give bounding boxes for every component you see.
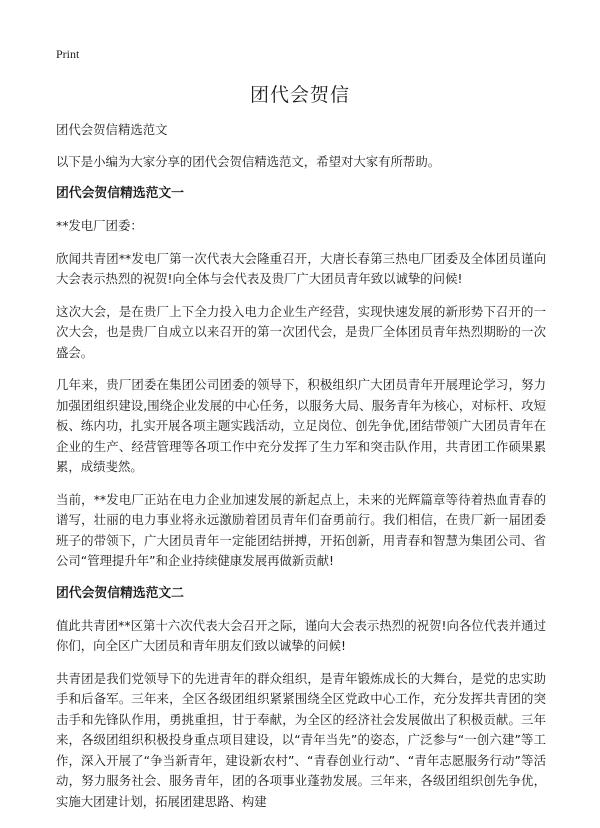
paragraph: 当前，**发电厂正站在电力企业加速发展的新起点上，未来的光辉篇章等待着热血青春的谱写，壮丽的电力事业将永远激励着团员青年们奋勇前行。我们相信，在贵厂新一届团委班子的带领下，广大团员青年一定能团结拼搏，开拓创新，用青春和智慧为集团公司、省公司“管理提升年”和企业持续健康发展再做新贡献! (56, 491, 546, 568)
document-body (56, 120, 546, 824)
section-heading-1: 团代会贺信精选范文一 (56, 186, 184, 201)
document-subtitle: 团代会贺信精选范文 (56, 122, 168, 137)
paragraph: 共青团是我们党领导下的先进青年的群众组织，是青年锻炼成长的大舞台，是党的忠实助手和后备军。三年来，全区各级团组织紧紧围绕全区党政中心工作，充分发挥共青团的突击手和先锋队作用，勇挑重担，甘于奉献，为全区的经济社会发展做出了积极贡献。三年来，各级团组织积极投身重点项目建设，以“青年当先”的姿态，广泛参与“一创六建”等工作，深入开展了“争当新青年，建设新农村”、“青春创业行动”、“青年志愿服务行动”等活动，努力服务社会、服务青年，团的各项事业蓬勃发展。三年来，各级团组织创先争优，实施大团建计划，拓展团建思路、构建 (56, 670, 546, 809)
paragraph: 欣闻共青团**发电厂第一次代表大会隆重召开，大唐长春第三热电厂团委及全体团员谨向大会表示热烈的祝贺!向全体与会代表及贵厂广大团员青年致以诚挚的问候! (56, 250, 546, 286)
salutation: **发电厂团委： (56, 218, 143, 233)
intro-paragraph: 以下是小编为大家分享的团代会贺信精选范文，希望对大家有所帮助。 (56, 153, 441, 169)
paragraph: 几年来，贵厂团委在集团公司团委的领导下，积极组织广大团员青年开展理论学习，努力加强团组织建设,围绕企业发展的中心任务，以服务大局、服务青年为核心，对标杆、攻短板、练内功，扎实开展各项主题实践活动，立足岗位、创先争优,团结带领广大团员青年在企业的生产、经营管理等各项工作中充分发挥了生力军和突击队作用，共青团工作硕果累累，成绩斐然。 (56, 377, 546, 474)
paragraph: 这次大会，是在贵厂上下全力投入电力企业生产经营，实现快速发展的新形势下召开的一次大会，也是贵厂自成立以来召开的第一次团代会，是贵厂全体团员青年热烈期盼的一次盛会。 (56, 303, 546, 360)
section-heading-2: 团代会贺信精选范文二 (56, 585, 184, 601)
page-title: 团代会贺信 (249, 84, 350, 106)
print-link[interactable]: Print (56, 47, 80, 61)
paragraph: 值此共青团**区第十六次代表大会召开之际，谨向大会表示热烈的祝贺!向各位代表并通过你们，向全区广大团员和青年朋友们致以诚挚的问候! (56, 617, 546, 653)
